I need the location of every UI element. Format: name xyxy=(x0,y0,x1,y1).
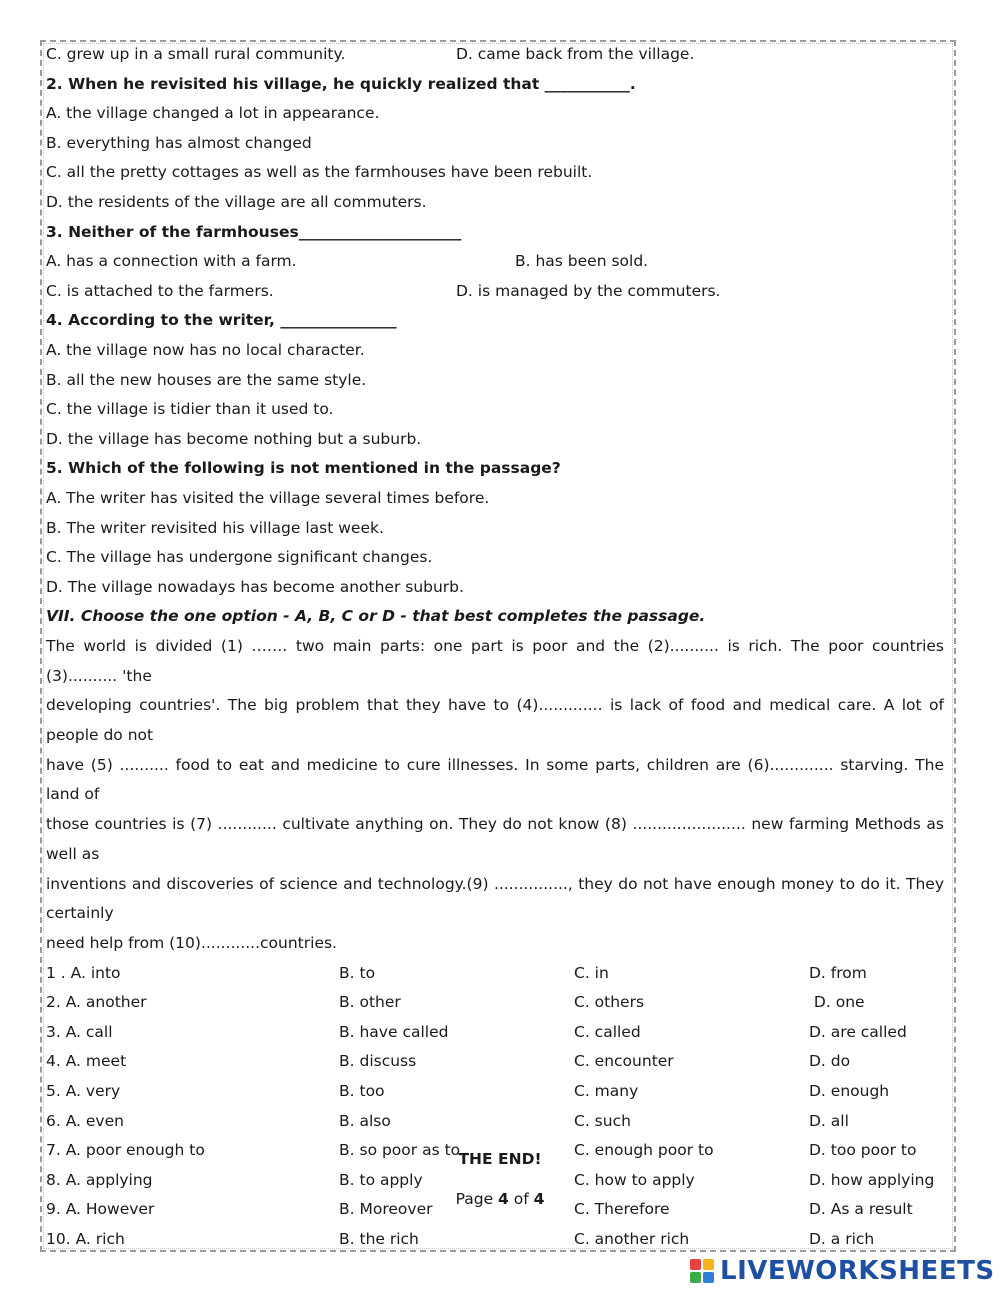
cloze-options xyxy=(46,959,946,1255)
passage-line: need help from (10)............countries. xyxy=(46,933,337,952)
q3-stem: 3. Neither of the farmhouses_____________________ xyxy=(46,222,462,241)
passage-line: those countries is (7) ............ cultivate anything on. They do not know (8) ....................... new farming Methods as well as xyxy=(46,815,944,863)
option-a: 5. A. very xyxy=(46,1081,121,1100)
option-b: B. Moreover xyxy=(339,1200,433,1219)
option-b: B. discuss xyxy=(339,1052,417,1071)
option-c: C. others xyxy=(574,993,645,1012)
liveworksheets-logo xyxy=(690,1253,995,1289)
q5-stem: 5. Which of the following is not mentioned in the passage? xyxy=(46,459,561,478)
q2-option-c: C. all the pretty cottages as well as the farmhouses have been rebuilt. xyxy=(46,163,593,182)
option-b: B. also xyxy=(339,1111,391,1130)
q5-option-c: C. The village has undergone significant changes. xyxy=(46,548,433,567)
q1-option-c: C. grew up in a small rural community. xyxy=(46,45,346,63)
option-a: 7. A. poor enough to xyxy=(46,1141,205,1160)
logo-mark-icon xyxy=(690,1259,714,1283)
worksheet-content xyxy=(46,40,946,1255)
page-mid: of xyxy=(508,1190,534,1208)
page-total: 4 xyxy=(533,1190,545,1208)
option-c: C. enough poor to xyxy=(574,1141,714,1160)
option-c: C. Therefore xyxy=(574,1200,670,1219)
q1-options-cd xyxy=(46,40,946,70)
option-a: 2. A. another xyxy=(46,993,147,1012)
option-d: D. do xyxy=(809,1052,851,1071)
option-row xyxy=(46,1107,946,1137)
option-d: D. from xyxy=(809,963,867,982)
passage-line: The world is divided (1) ……. two main parts: one part is poor and the (2).......... is rich. The poor countries (3).......... 'the xyxy=(46,636,944,685)
logo-square xyxy=(703,1259,714,1270)
option-b: B. to xyxy=(339,963,376,982)
end-marker: THE END! xyxy=(458,1150,542,1168)
q2-option-a: A. the village changed a lot in appearance. xyxy=(46,104,380,123)
option-row xyxy=(46,1018,946,1048)
option-b: B. to apply xyxy=(339,1170,423,1189)
option-d: D. As a result xyxy=(809,1200,913,1219)
option-d: D. too poor to xyxy=(809,1141,917,1160)
q3-option-c: C. is attached to the farmers. xyxy=(46,281,274,300)
option-a: 4. A. meet xyxy=(46,1052,127,1071)
option-b: B. other xyxy=(339,993,401,1012)
q3-option-b: B. has been sold. xyxy=(515,252,649,271)
cloze-passage xyxy=(46,632,944,959)
option-a: 10. A. rich xyxy=(46,1229,125,1248)
option-b: B. have called xyxy=(339,1022,449,1041)
passage-line: developing countries'. The big problem that they have to (4)............. is lack of food and medical care. A lot of people do not xyxy=(46,696,944,744)
option-row xyxy=(46,959,946,989)
option-c: C. in xyxy=(574,963,609,982)
option-d: D. one xyxy=(809,993,865,1012)
option-c: C. how to apply xyxy=(574,1170,695,1189)
option-b: B. too xyxy=(339,1081,385,1100)
q2-stem: 2. When he revisited his village, he quickly realized that ___________. xyxy=(46,74,636,93)
option-row xyxy=(46,1047,946,1077)
logo-square xyxy=(703,1272,714,1283)
q4-option-c: C. the village is tidier than it used to. xyxy=(46,400,334,419)
option-d: D. all xyxy=(809,1111,849,1130)
q3-options-cd xyxy=(46,277,946,307)
q5-option-a: A. The writer has visited the village several times before. xyxy=(46,488,490,507)
option-c: C. such xyxy=(574,1111,631,1130)
q4-option-b: B. all the new houses are the same style. xyxy=(46,370,367,389)
passage-line: have (5) .......... food to eat and medicine to cure illnesses. In some parts, children are (6)............. starving. The land of xyxy=(46,755,944,804)
option-c: C. another rich xyxy=(574,1229,690,1248)
page-number xyxy=(0,1190,1000,1208)
option-a: 3. A. call xyxy=(46,1022,113,1041)
q4-option-d: D. the village has become nothing but a suburb. xyxy=(46,429,422,448)
option-a: 9. A. However xyxy=(46,1200,155,1219)
option-b: B. so poor as to xyxy=(339,1141,461,1160)
option-row xyxy=(46,1225,946,1255)
option-c: C. encounter xyxy=(574,1052,674,1071)
q5-option-b: B. The writer revisited his village last week. xyxy=(46,518,384,537)
option-d: D. a rich xyxy=(809,1229,875,1248)
option-b: B. the rich xyxy=(339,1229,419,1248)
q2-option-b: B. everything has almost changed xyxy=(46,133,312,152)
option-d: D. how applying xyxy=(809,1170,935,1189)
q4-stem: 4. According to the writer, _______________ xyxy=(46,311,397,330)
page-prefix: Page xyxy=(455,1190,499,1208)
option-c: C. many xyxy=(574,1081,639,1100)
q4-option-a: A. the village now has no local character. xyxy=(46,340,365,359)
option-d: D. enough xyxy=(809,1081,890,1100)
option-a: 1 . A. into xyxy=(46,963,121,982)
q3-options-ab xyxy=(46,247,946,277)
section-7-heading: VII. Choose the one option - A, B, C or D - that best completes the passage. xyxy=(46,607,706,626)
option-d: D. are called xyxy=(809,1022,907,1041)
q5-option-d: D. The village nowadays has become another suburb. xyxy=(46,577,464,596)
option-a: 6. A. even xyxy=(46,1111,124,1130)
q2-option-d: D. the residents of the village are all commuters. xyxy=(46,192,427,211)
logo-square xyxy=(690,1272,701,1283)
option-row xyxy=(46,988,946,1018)
page-current: 4 xyxy=(498,1190,509,1208)
logo-square xyxy=(690,1259,701,1270)
passage-line: inventions and discoveries of science and technology.(9) ..............., they do not have enough money to do it. They certainly xyxy=(46,874,944,923)
q3-option-d: D. is managed by the commuters. xyxy=(456,281,721,300)
option-row xyxy=(46,1077,946,1107)
option-c: C. called xyxy=(574,1022,641,1041)
q3-option-a: A. has a connection with a farm. xyxy=(46,252,297,271)
brand-name: LIVEWORKSHEETS xyxy=(720,1256,995,1286)
option-a: 8. A. applying xyxy=(46,1170,153,1189)
q1-option-d: D. came back from the village. xyxy=(456,45,695,63)
